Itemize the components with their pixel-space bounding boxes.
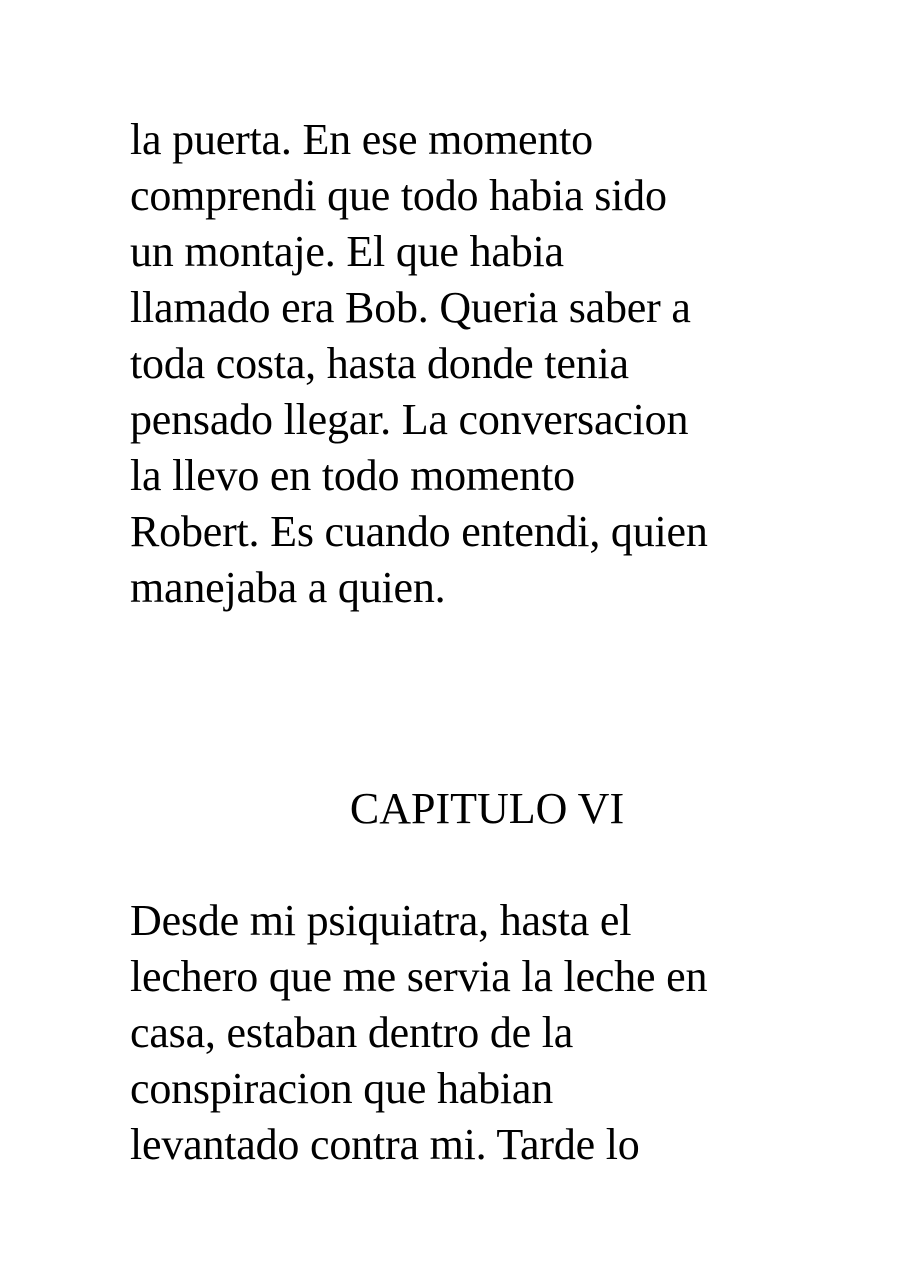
text-line: la llevo en todo momento <box>130 451 575 500</box>
text-line: casa, estaban dentro de la <box>130 1008 574 1057</box>
text-line: Robert. Es cuando entendi, quien <box>130 507 708 556</box>
text-line: comprendi que todo habia sido <box>130 171 667 220</box>
text-line: llamado era Bob. Queria saber a <box>130 283 691 332</box>
paragraph-2 <box>130 893 830 1173</box>
text-line: toda costa, hasta donde tenia <box>130 339 629 388</box>
text-line: levantado contra mi. Tarde lo <box>130 1120 640 1169</box>
text-line: lechero que me servia la leche en <box>130 952 708 1001</box>
text-line: Desde mi psiquiatra, hasta el <box>130 896 632 945</box>
paragraph-1 <box>130 112 830 616</box>
text-line: un montaje. El que habia <box>130 227 564 276</box>
text-line: la puerta. En ese momento <box>130 115 593 164</box>
text-line: conspiracion que habian <box>130 1064 554 1113</box>
text-line: manejaba a quien. <box>130 563 446 612</box>
text-line: pensado llegar. La conversacion <box>130 395 689 444</box>
chapter-heading: CAPITULO VI <box>349 784 625 833</box>
